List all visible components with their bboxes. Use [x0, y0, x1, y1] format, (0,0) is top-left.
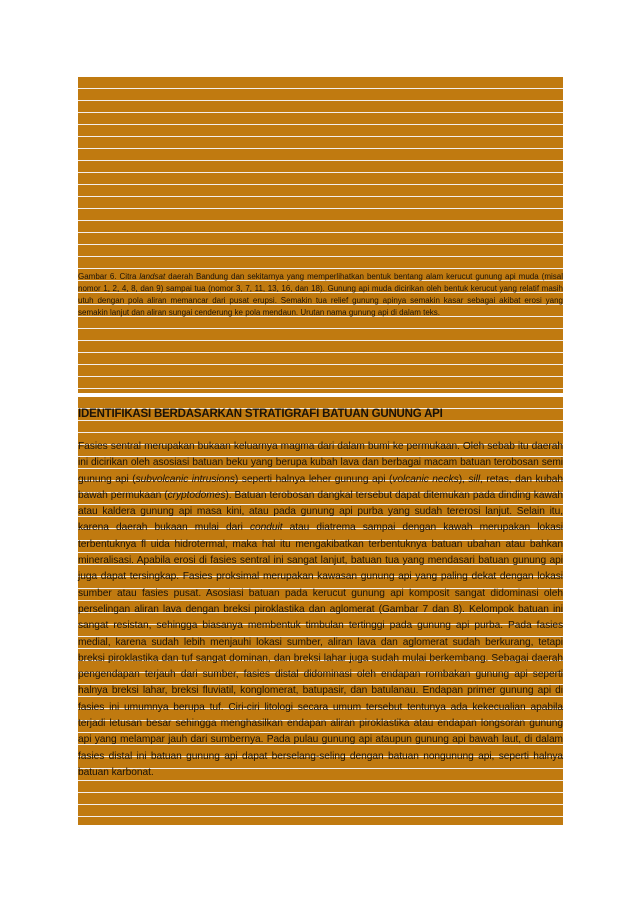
body-paragraph [78, 439, 563, 781]
body-part-1: Fasies sentral merupakan bukaan keluarnya magma dari dalam bumi ke permukaan. Oleh sebab itu daerah ini dicirikan oleh asosiasi batuan beku yang berupa kubah lava dan berbagai macam batuan terobosan semi gunung api ( [78, 441, 563, 485]
text-block [78, 397, 563, 825]
figure-block [78, 77, 563, 393]
body-part-4: , retas, dan kubah bawah permukaan ( [78, 473, 563, 501]
term-sill: sill [468, 473, 481, 485]
term-cryptodomes: cryptodomes [167, 489, 226, 501]
figure-caption [78, 271, 563, 319]
term-subvolcanic-intrusions: subvolcanic intrusions [135, 473, 235, 485]
section-heading: IDENTIFIKASI BERDASARKAN STRATIGRAFI BATUAN GUNUNG API [78, 408, 443, 420]
body-part-2: ) seperti halnya leher gunung api ( [234, 473, 393, 485]
term-conduit: conduit [249, 522, 283, 534]
caption-text-after: daerah Bandung dan sekitarnya yang memperlihatkan bentuk bentang alam kerucut gunung api muda (misal nomor 1, 2, 4, 8, dan 9) sampai tua (nomor 3, 7, 11, 13, 16, dan 18). Gunung api muda dicirikan oleh bentuk kerucut yang relatif masih utuh dengan pola aliran memancar dari pusat erupsi. Semakin tua relief gunung apinya semakin kasar sebagai akibat erosi yang semakin lanjut dan aliran sungai cenderung ke pola mendaun. Urutan nama gunung api di dalam teks. [78, 272, 563, 317]
body-part-3: ), [458, 473, 469, 485]
caption-landsat: landsat [139, 272, 166, 281]
caption-text-before: Gambar 6. Citra [78, 272, 140, 281]
body-part-6: atau diatrema sampai dengan kawah merupakan lokasi terbentuknya fl uida hidrotermal, maka hal itu mengakibatkan terbentuknya batuan ubahan atau bahkan mineralisasi. Apabila erosi di fasies sentral ini sangat lanjut, batuan tua yang mendasari batuan gunung api juga dapat tersingkap. Fasies proksimal merupakan kawasan gunung api yang paling dekat dengan lokasi sumber atau fasies pusat. Asosiasi batuan pada kerucut gunung api komposit sangat didominasi oleh perselingan aliran lava dengan breksi piroklastika dan aglomerat (Gambar 7 dan 8). Kelompok batuan ini sangat resistan, sehingga biasanya membentuk timbulan tertinggi pada gunung api purba. Pada fasies medial, karena sudah lebih menjauhi lokasi sumber, aliran lava dan aglomerat sudah berkurang, tetapi breksi piroklastika dan tuf sangat dominan, dan breksi lahar juga sudah mulai berkembang. Sebagai daerah pengendapan terjauh dari sumber, fasies distal didominasi oleh endapan rombakan gunung api seperti halnya breksi lahar, breksi fluviatil, konglomerat, batupasir, dan batulanau. Endapan primer gunung api di fasies ini umumnya berupa tuf. Ciri-ciri litologi secara umum tersebut tentunya ada kekecualian apabila terjadi letusan besar sehingga menghasilkan endapan aliran piroklastika atau endapan longsoran gunung api yang melampar jauh dari sumbernya. Pada pulau gunung api ataupun gunung api bawah laut, di dalam fasies distal ini batuan gunung api dapat berselang-seling dengan batuan nongunung api, seperti halnya batuan karbonat. [78, 522, 563, 778]
term-volcanic-necks: volcanic necks [392, 473, 459, 485]
body-part-5: ). Batuan terobosan dangkal tersebut dapat ditemukan pada dinding kawah atau kaldera gunung api masa kini, atau pada gunung api purba yang sudah tererosi lanjut. Selain itu, karena daerah bukaan mulai dari [78, 489, 563, 534]
